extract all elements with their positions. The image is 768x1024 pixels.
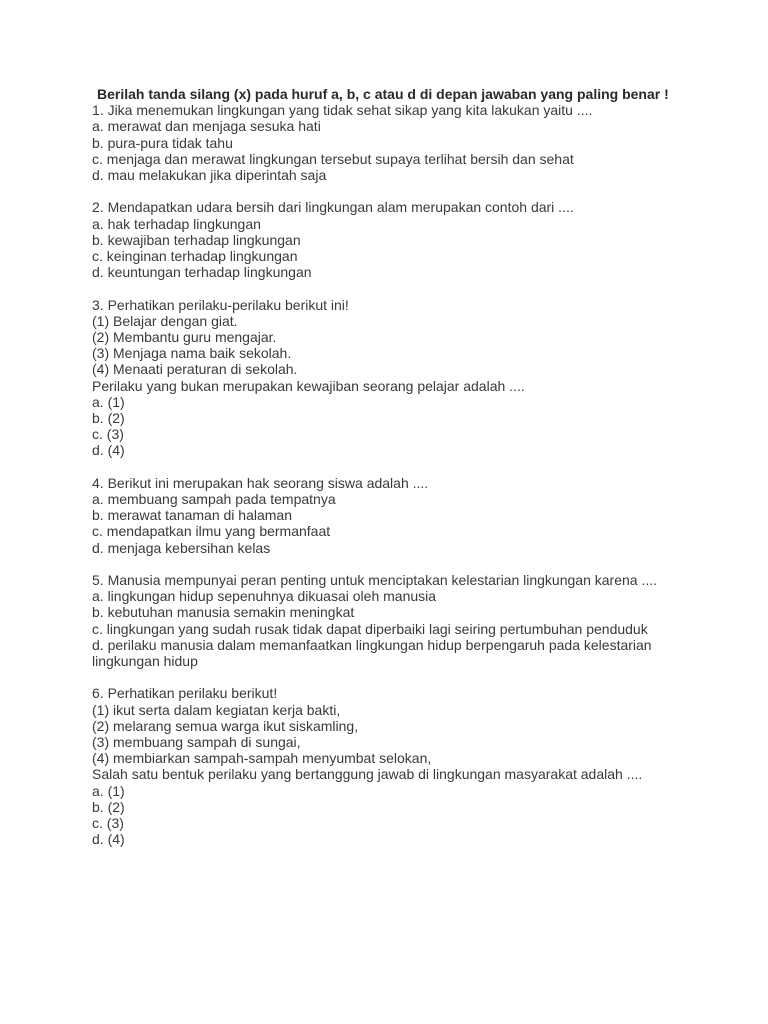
document-page bbox=[92, 86, 672, 847]
question-line: (2) melarang semua warga ikut siskamling, bbox=[92, 717, 359, 734]
question-line: c. menjaga dan merawat lingkungan tersebut supaya terlihat bersih dan sehat bbox=[92, 150, 574, 167]
question-text: 5. Manusia mempunyai peran penting untuk menciptakan kelestarian lingkungan karena .... bbox=[92, 572, 658, 589]
question-line: d. menjaga kebersihan kelas bbox=[92, 539, 271, 556]
question-1 bbox=[92, 102, 672, 183]
question-text: 4. Berikut ini merupakan hak seorang siswa adalah .... bbox=[92, 474, 429, 491]
question-line: d. (4) bbox=[92, 831, 125, 848]
question-line: c. lingkungan yang sudah rusak tidak dapat diperbaiki lagi seiring pertumbuhan penduduk bbox=[92, 620, 648, 637]
question-line: d. mau melakukan jika diperintah saja bbox=[92, 167, 327, 184]
question-line: a. lingkungan hidup sepenuhnya dikuasai oleh manusia bbox=[92, 588, 437, 605]
question-line: a. hak terhadap lingkungan bbox=[92, 215, 261, 232]
question-line: c. (3) bbox=[92, 815, 124, 832]
question-line: Salah satu bentuk perilaku yang bertanggung jawab di lingkungan masyarakat adalah .... bbox=[92, 766, 643, 783]
question-line: d. (4) bbox=[92, 442, 125, 459]
question-2 bbox=[92, 199, 672, 280]
question-text: 2. Mendapatkan udara bersih dari lingkungan alam merupakan contoh dari .... bbox=[92, 199, 574, 216]
question-line: a. merawat dan menjaga sesuka hati bbox=[92, 118, 321, 135]
question-line: (1) ikut serta dalam kegiatan kerja bakti, bbox=[92, 701, 341, 718]
question-line: a. membuang sampah pada tempatnya bbox=[92, 491, 336, 508]
question-line: b. kewajiban terhadap lingkungan bbox=[92, 231, 301, 248]
question-list bbox=[92, 102, 672, 847]
question-line: b. (2) bbox=[92, 798, 125, 815]
question-3 bbox=[92, 297, 672, 459]
question-line: (2) Membantu guru mengajar. bbox=[92, 329, 277, 346]
question-text: 3. Perhatikan perilaku-perilaku berikut ini! bbox=[92, 296, 349, 313]
question-line: d. perilaku manusia dalam memanfaatkan lingkungan hidup berpengaruh pada kelestarian lingkungan hidup bbox=[92, 636, 652, 670]
question-line: (1) Belajar dengan giat. bbox=[92, 312, 238, 329]
question-line: (4) Menaati peraturan di sekolah. bbox=[92, 361, 298, 378]
question-line: b. pura-pura tidak tahu bbox=[92, 134, 233, 151]
question-text: 1. Jika menemukan lingkungan yang tidak sehat sikap yang kita lakukan yaitu .... bbox=[92, 102, 593, 119]
question-line: a. (1) bbox=[92, 393, 125, 410]
question-6 bbox=[92, 685, 672, 847]
question-text: 6. Perhatikan perilaku berikut! bbox=[92, 685, 278, 702]
question-5 bbox=[92, 572, 672, 669]
question-line: c. mendapatkan ilmu yang bermanfaat bbox=[92, 523, 331, 540]
question-line: c. keinginan terhadap lingkungan bbox=[92, 248, 298, 265]
question-line: (3) membuang sampah di sungai, bbox=[92, 734, 301, 751]
question-line: c. (3) bbox=[92, 426, 124, 443]
question-line: b. merawat tanaman di halaman bbox=[92, 507, 292, 524]
question-line: (3) Menjaga nama baik sekolah. bbox=[92, 345, 292, 362]
question-line: a. (1) bbox=[92, 782, 125, 799]
question-line: (4) membiarkan sampah-sampah menyumbat selokan, bbox=[92, 750, 432, 767]
question-line: b. (2) bbox=[92, 410, 125, 427]
question-line: d. keuntungan terhadap lingkungan bbox=[92, 264, 312, 281]
question-line: b. kebutuhan manusia semakin meningkat bbox=[92, 604, 355, 621]
question-4 bbox=[92, 475, 672, 556]
question-line: Perilaku yang bukan merupakan kewajiban seorang pelajar adalah .... bbox=[92, 377, 525, 394]
instruction-heading: Berilah tanda silang (x) pada huruf a, b, c atau d di depan jawaban yang paling benar ! bbox=[97, 86, 669, 102]
